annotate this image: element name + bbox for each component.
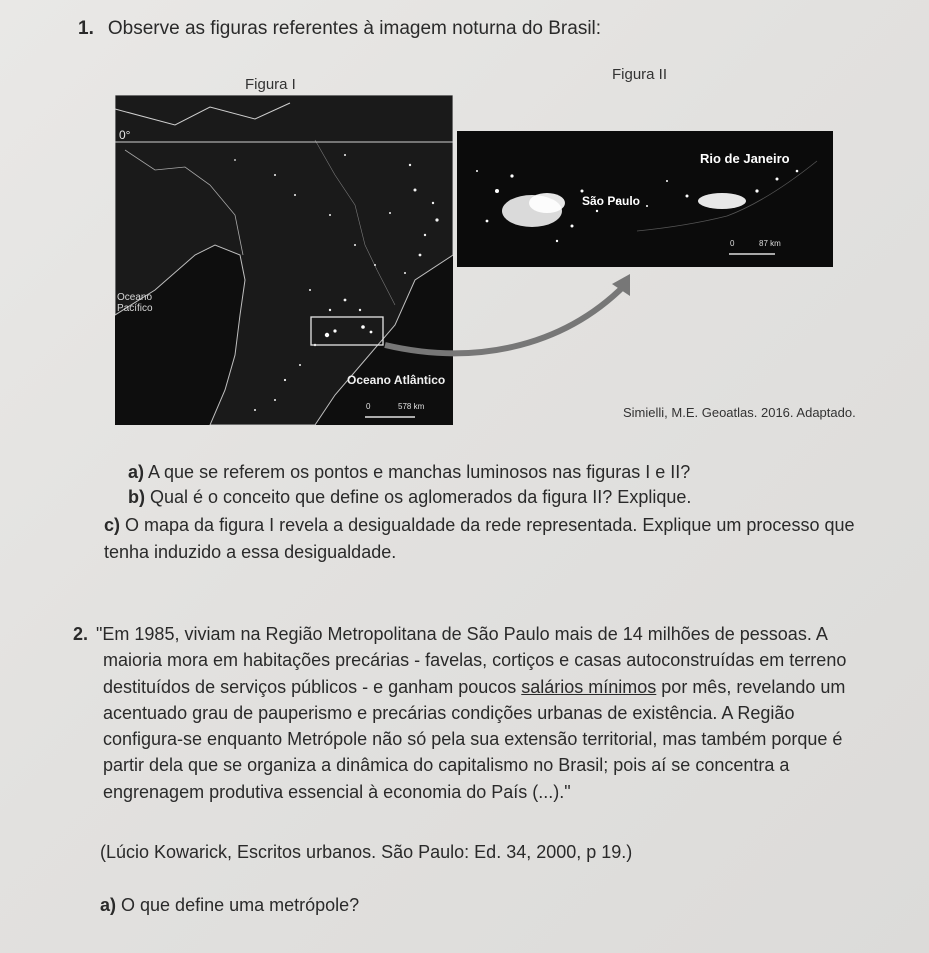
question-1c-text-1: O mapa da figura I revela a desigualdade da rede representada. Explique um processo que bbox=[120, 515, 855, 535]
question-2a bbox=[100, 893, 359, 917]
question-2-text-1: "Em 1985, viviam na Região Metropolitana de São Paulo mais de 14 milhões de pessoas. A bbox=[96, 624, 828, 644]
figure-2-label: Figura II bbox=[612, 66, 668, 83]
question-1a-letter: a) bbox=[128, 462, 145, 482]
map1-scale-zero: 0 bbox=[366, 402, 371, 411]
question-1-heading bbox=[78, 18, 601, 40]
question-1-number: 1. bbox=[78, 18, 94, 39]
connector-arrow bbox=[380, 270, 640, 380]
question-2-line-4: acentuado grau de pauperismo e precárias condições urbanas de existência. A Região bbox=[103, 703, 795, 723]
map1-scale-km: 578 km bbox=[398, 402, 425, 411]
map1-pacific-label-2: Pacífico bbox=[117, 303, 153, 314]
question-1a-text: A que se referem os pontos e manchas luminosos nas figuras I e II? bbox=[144, 462, 691, 482]
question-2-text-3b: por mês, revelando um bbox=[656, 677, 846, 697]
map1-equator-label: 0° bbox=[119, 128, 131, 142]
question-2-text-3a: destituídos de serviços públicos - e ganham poucos bbox=[103, 677, 522, 697]
question-1a bbox=[128, 460, 690, 484]
question-2-line-2: maioria mora em habitações precárias - favelas, cortiços e casas autoconstruídas em terreno bbox=[103, 650, 847, 670]
question-1c-letter: c) bbox=[104, 515, 121, 535]
map2-rio-label: Rio de Janeiro bbox=[700, 151, 790, 166]
map2-scale-zero: 0 bbox=[730, 239, 735, 248]
question-2-line-7: engrenagem produtiva essencial à economia do País (...)." bbox=[103, 782, 571, 802]
question-1b bbox=[128, 485, 691, 509]
question-2-line-1 bbox=[73, 622, 929, 646]
figure-2-map-svg bbox=[457, 131, 833, 267]
question-2a-text: O que define uma metrópole? bbox=[116, 895, 360, 915]
question-1b-text: Qual é o conceito que define os aglomerados da figura II? Explique. bbox=[145, 487, 692, 507]
question-1-intro: Observe as figuras referentes à imagem noturna do Brasil: bbox=[107, 18, 602, 39]
question-1c bbox=[104, 513, 929, 537]
question-2-number: 2. bbox=[73, 624, 89, 644]
map1-pacific-label-1: Oceano bbox=[117, 292, 153, 303]
figure-1-label: Figura I bbox=[245, 76, 296, 93]
map2-sao-paulo-label: São Paulo bbox=[582, 194, 641, 208]
question-2-line-5: configura-se enquanto Metrópole não só pela sua extensão territorial, mas também porque é bbox=[103, 729, 843, 749]
map2-scale-km: 87 km bbox=[759, 239, 781, 248]
question-2-citation: (Lúcio Kowarick, Escritos urbanos. São Paulo: Ed. 34, 2000, p 19.) bbox=[100, 842, 633, 862]
question-2-line-6: partir dela que se organiza a dinâmica do capitalismo no Brasil; pois aí se concentra a bbox=[103, 755, 790, 775]
question-2-line-3 bbox=[103, 675, 929, 699]
map1-atlantic-label: Oceano Atlântico bbox=[347, 373, 446, 387]
question-2a-letter: a) bbox=[100, 895, 117, 915]
question-1c-text-2: tenha induzido a essa desigualdade. bbox=[104, 542, 397, 562]
question-1b-letter: b) bbox=[128, 487, 145, 507]
figure-source: Simielli, M.E. Geoatlas. 2016. Adaptado. bbox=[623, 405, 856, 420]
figure-2-night-map bbox=[457, 131, 833, 267]
underlined-salarios: salários mínimos bbox=[521, 677, 657, 697]
